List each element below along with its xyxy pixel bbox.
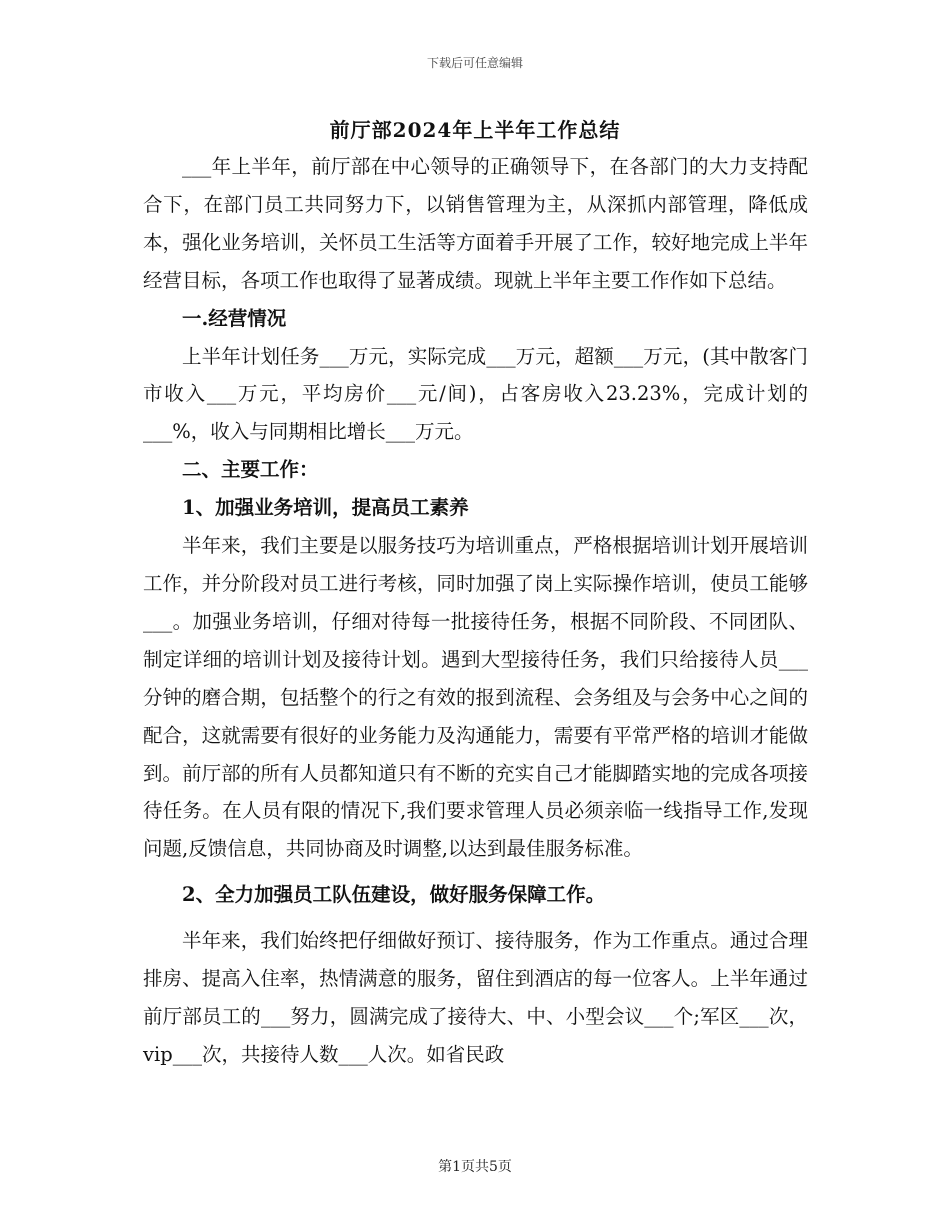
training-paragraph: 半年来，我们主要是以服务技巧为培训重点，严格根据培训计划开展培训工作，并分阶段对员工进行考核，同时加强了岗上实际操作培训，使员工能够___。加强业务培训，仔细对待每一批接待任务，根据不同阶段、不同团队、制定详细的培训计划及接待计划。遇到大型接待任务，我们只给接待人员___分钟的磨合期，包括整个的行之有效的报到流程、会务组及与会务中心之间的配合，这就需要有很好的业务能力及沟通能力，需要有平常严格的培训才能做到。前厅部的所有人员都知道只有不断的充实自己才能脚踏实地的完成各项接待任务。在人员有限的情况下,我们要求管理人员必须亲临一线指导工作,发现问题,反馈信息，共同协商及时调整,以达到最佳服务标准。: [143, 534, 808, 861]
section-heading-main-work: 二、主要工作：: [182, 458, 319, 482]
intro-paragraph: ___年上半年，前厅部在中心领导的正确领导下，在各部门的大力支持配合下，在部门员工共同努力下，以销售管理为主，从深抓内部管理，降低成本，强化业务培训，关怀员工生活等方面着手开展了工作，较好地完成上半年经营目标，各项工作也取得了显著成绩。现就上半年主要工作作如下总结。: [143, 155, 808, 292]
page-header-note: 下载后可任意编辑: [426, 56, 523, 70]
subheading-team-building: 2、全力加强员工队伍建设，做好服务保障工作。: [182, 883, 606, 907]
page-number: 第1页共5页: [438, 1159, 512, 1175]
document-body: [143, 148, 808, 1074]
operations-paragraph: 上半年计划任务___万元，实际完成___万元，超额___万元，(其中散客门市收入___万元，平均房价___元/间)，占客房收入23.23%，完成计划的___%，收入与同期相比增长___万元。: [143, 344, 808, 444]
document-title: 前厅部2024年上半年工作总结: [329, 118, 621, 142]
team-building-paragraph: 半年来，我们始终把仔细做好预订、接待服务，作为工作重点。通过合理排房、提高入住率，热情满意的服务，留住到酒店的每一位客人。上半年通过前厅部员工的___努力，圆满完成了接待大、中、小型会议___个;军区___次，vip___次，共接待人数___人次。如省民政: [143, 929, 808, 1066]
section-heading-operations: 一.经营情况: [182, 306, 287, 330]
subheading-training: 1、加强业务培训，提高员工素养: [182, 496, 469, 520]
